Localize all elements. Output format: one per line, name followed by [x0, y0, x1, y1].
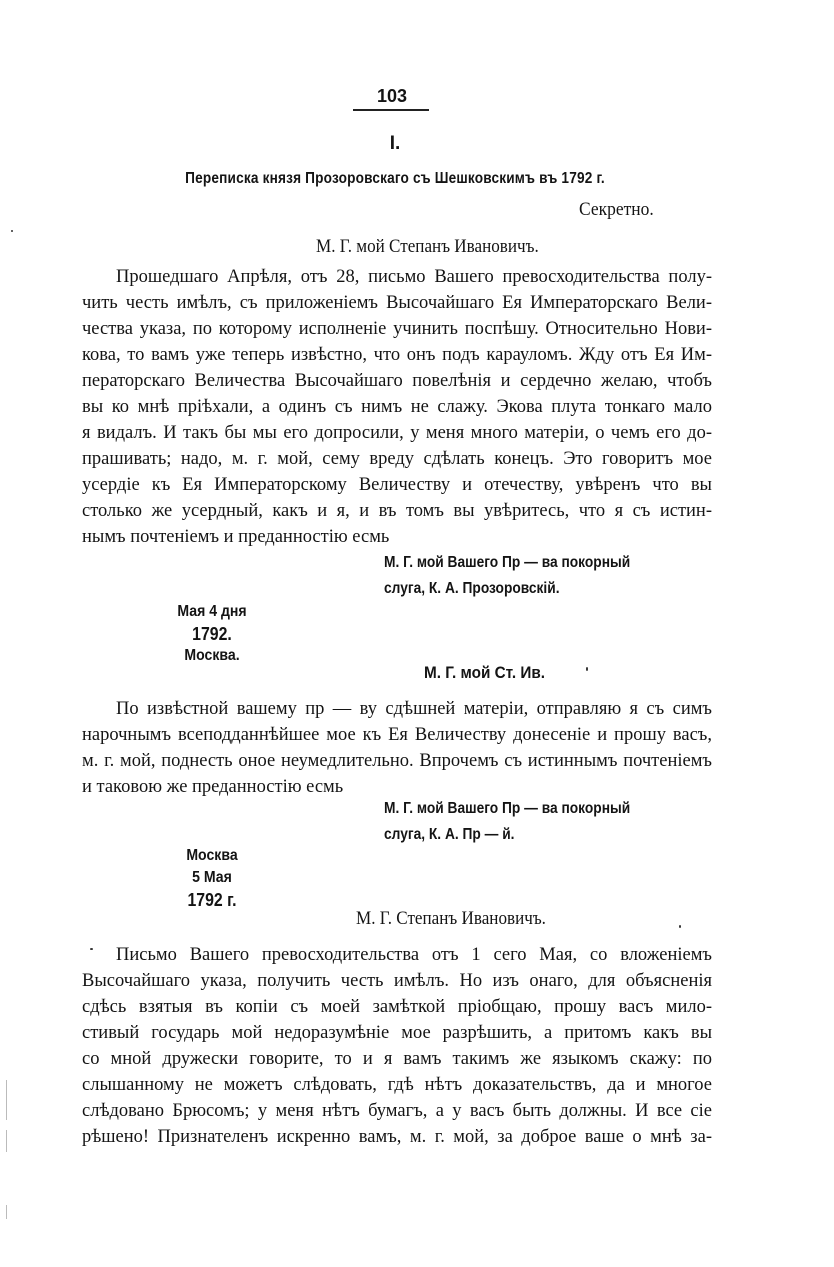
text-line: рѣшено! Признателенъ искренно вамъ, м. г. мой, за доброе ваше о мнѣ за-	[82, 1127, 712, 1147]
date-line: 1792 г.	[187, 890, 237, 910]
text-line: сдѣсь взятыя въ копіи съ моей замѣткой пріобщаю, прошу васъ мило-	[82, 997, 712, 1017]
date-line: Москва.	[184, 647, 240, 664]
section-number: I.	[389, 133, 401, 154]
text-line: столько же усердный, какъ и я, и въ томъ вы увѣритесь, что я съ истин-	[82, 501, 712, 521]
scan-speck	[586, 667, 588, 671]
signature-line: слуга, К. А. Прозоровскій.	[384, 580, 560, 597]
text-line: чить честь имѣлъ, съ приложеніемъ Высочайшаго Ея Императорскаго Вели-	[82, 293, 712, 313]
text-line: прашивать; надо, м. г. мой, сему вреду сдѣлать конецъ. Это говоритъ мое	[82, 449, 712, 469]
date-line: Москва	[186, 847, 238, 864]
scan-margin-line	[6, 1130, 7, 1152]
scan-margin-line	[6, 1205, 7, 1219]
date-line: 1792.	[192, 624, 232, 644]
document-title: Переписка князя Прозоровскаго съ Шешковскимъ въ 1792 г.	[185, 170, 605, 187]
page-number: 103	[376, 86, 408, 106]
letter2-date	[168, 845, 256, 911]
letter1-signature	[384, 550, 630, 602]
text-line: По извѣстной вашему пр — ву сдѣшней матеріи, отправляю я съ симъ	[116, 699, 712, 719]
signature-line: М. Г. мой Вашего Пр — ва покорный	[384, 800, 631, 817]
page-number-rule	[353, 109, 429, 111]
letter1-secret-mark: Секретно.	[579, 199, 654, 220]
signature-line: слуга, К. А. Пр — й.	[384, 826, 515, 843]
text-line: м. г. мой, поднесть оное неумедлительно. Впрочемъ съ истиннымъ почтеніемъ	[82, 751, 712, 771]
text-line: нарочнымъ всеподданнѣйшее мое къ Ея Величеству донесеніе и прошу васъ,	[82, 725, 712, 745]
letter3-body	[82, 942, 712, 1150]
text-line: и таковою же преданностію есмь	[82, 777, 344, 797]
scan-speck	[11, 230, 13, 232]
text-line: Письмо Вашего превосходительства отъ 1 сего Мая, со вложеніемъ	[116, 945, 712, 965]
text-line: нымъ почтеніемъ и преданностію есмь	[82, 527, 390, 547]
letter2-salutation: М. Г. мой Ст. Ив.	[424, 663, 545, 682]
text-line: стивый государь мой недоразумѣніе мое разрѣшить, а притомъ какъ вы	[82, 1023, 712, 1043]
text-line: слѣдовано Брюсомъ; у меня нѣтъ бумагъ, а у васъ быть должны. И все сіе	[82, 1101, 712, 1121]
date-line: Мая 4 дня	[177, 603, 247, 620]
letter2-signature	[384, 796, 630, 848]
letter2-body	[82, 696, 712, 800]
text-line: усердіе къ Ея Императорскому Величеству и отечеству, увѣренъ что вы	[82, 475, 712, 495]
text-line: чества указа, по которому исполненіе учинить поспѣшу. Относительно Нови-	[82, 319, 712, 339]
scan-speck	[90, 948, 93, 950]
scan-speck	[679, 925, 681, 928]
text-line: слышанному не можетъ слѣдовать, гдѣ нѣтъ доказательствъ, да и многое	[82, 1075, 712, 1095]
text-line: со мной дружески говорите, то и я вамъ такимъ же языкомъ скажу: по	[82, 1049, 712, 1069]
signature-line: М. Г. мой Вашего Пр — ва покорный	[384, 554, 631, 571]
text-line: ператорскаго Величества Высочайшаго повелѣнія и сердечно желаю, чтобъ	[82, 371, 712, 391]
letter1-salutation: М. Г. мой Степанъ Ивановичъ.	[316, 236, 539, 257]
text-line: вы ко мнѣ пріѣхали, а одинъ съ нимъ не слажу. Экова плута тонкаго мало	[82, 397, 712, 417]
text-line: Высочайшаго указа, получить честь имѣлъ. Но изъ онаго, для объясненія	[82, 971, 712, 991]
scan-margin-line	[6, 1080, 7, 1120]
letter1-date	[168, 601, 256, 667]
date-line: 5 Мая	[192, 869, 232, 886]
letter3-salutation: М. Г. Степанъ Ивановичъ.	[356, 908, 546, 929]
text-line: кова, то вамъ уже теперь извѣстно, что онъ подъ карауломъ. Жду отъ Ея Им-	[82, 345, 712, 365]
letter1-body	[82, 264, 712, 550]
text-line: я видалъ. И такъ бы мы его допросили, у меня много матеріи, о чемъ его до-	[82, 423, 712, 443]
text-line: Прошедшаго Апрѣля, отъ 28, письмо Вашего превосходительства полу-	[116, 267, 712, 287]
